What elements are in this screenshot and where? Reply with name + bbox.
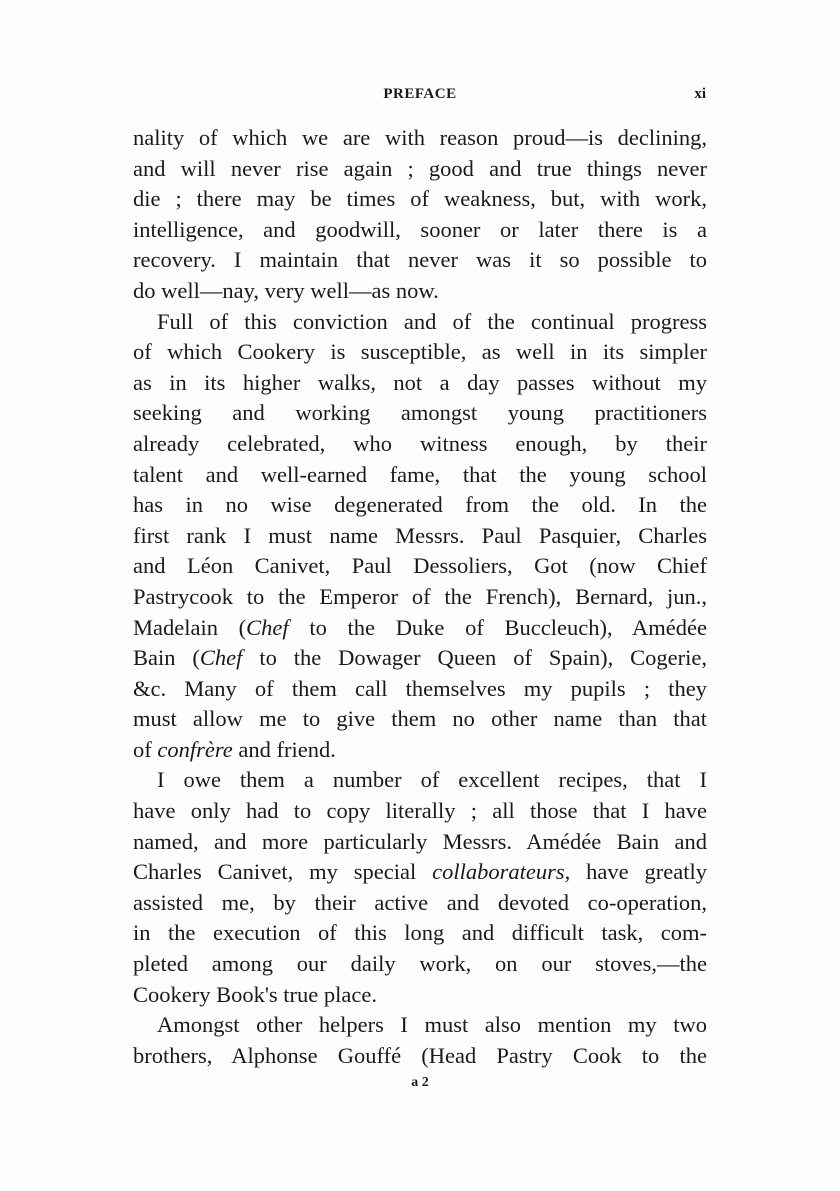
text-line: Cookery Book's true place. xyxy=(133,981,377,1007)
text-line: die ; there may be times of weakness, but, with work, xyxy=(133,186,707,212)
text-line: and Léon Canivet, Paul Dessoliers, Got (now Chief xyxy=(133,553,707,579)
text-line: nality of which we are with reason proud—is declining, xyxy=(133,125,707,150)
text-line: talent and well-earned fame, that the young school xyxy=(133,461,707,487)
text-line: assisted me, by their active and devoted co-operation, xyxy=(133,889,707,915)
text-line: &c. Many of them call themselves my pupils ; they xyxy=(133,675,707,701)
text-line: first rank I must name Messrs. Paul Pasquier, Charles xyxy=(133,522,707,548)
text-run: to the Dowager Queen of Spain), Cogerie, xyxy=(242,645,707,671)
italic-term: confrère xyxy=(157,736,233,762)
text-run: Bain ( xyxy=(133,645,200,671)
text-line: named, and more particularly Messrs. Amédée Bain and xyxy=(133,828,707,854)
text-line: Full of this conviction and of the continual progress xyxy=(157,308,707,334)
text-line xyxy=(133,613,707,644)
paragraph-3 xyxy=(133,765,707,1010)
text-line: I owe them a number of excellent recipes, that I xyxy=(157,767,707,793)
text-line: as in its higher walks, not a day passes without my xyxy=(133,369,707,395)
text-line xyxy=(133,643,707,674)
page-number: xi xyxy=(694,86,706,102)
text-run: Madelain ( xyxy=(133,614,247,640)
text-line: seeking and working amongst young practitioners xyxy=(133,400,707,426)
text-line xyxy=(133,857,707,888)
text-line: pleted among our daily work, on our stoves,—the xyxy=(133,951,707,977)
text-line: in the execution of this long and difficult task, com- xyxy=(133,920,707,946)
text-line: have only had to copy literally ; all those that I have xyxy=(133,798,707,824)
text-line: already celebrated, who witness enough, by their xyxy=(133,430,707,456)
text-run: of xyxy=(133,736,158,762)
text-line: of which Cookery is susceptible, as well in its simpler xyxy=(133,339,707,365)
text-line: brothers, Alphonse Gouffé (Head Pastry Cook to the xyxy=(133,1042,707,1068)
paragraph-1 xyxy=(133,123,707,307)
text-line: must allow me to give them no other name than that xyxy=(133,706,707,732)
text-line: has in no wise degenerated from the old. In the xyxy=(133,492,707,518)
running-title: PREFACE xyxy=(383,86,457,102)
text-run: , have greatly xyxy=(564,859,707,885)
text-run: to the Duke of Buccleuch), Amédée xyxy=(288,614,707,640)
text-line xyxy=(133,735,707,766)
text-line: Pastrycook to the Emperor of the French), Bernard, jun., xyxy=(133,583,707,609)
italic-term: collaborateurs xyxy=(432,859,565,885)
paragraph-4 xyxy=(133,1010,707,1071)
paragraph-2 xyxy=(133,307,707,766)
italic-term: Chef xyxy=(246,614,289,640)
page-header xyxy=(134,86,706,108)
italic-term: Chef xyxy=(199,645,243,671)
text-line: intelligence, and goodwill, sooner or later there is a xyxy=(133,216,707,242)
text-run: and friend. xyxy=(232,736,336,762)
text-line: Amongst other helpers I must also mention my two xyxy=(157,1012,707,1038)
text-line: do well—nay, very well—as now. xyxy=(133,277,439,303)
text-line: recovery. I maintain that never was it so possible to xyxy=(133,247,707,273)
body-text xyxy=(133,123,707,1071)
text-line: and will never rise again ; good and true things never xyxy=(133,155,707,181)
text-run: Charles Canivet, my special xyxy=(133,859,433,885)
signature-mark: a 2 xyxy=(411,1075,429,1090)
